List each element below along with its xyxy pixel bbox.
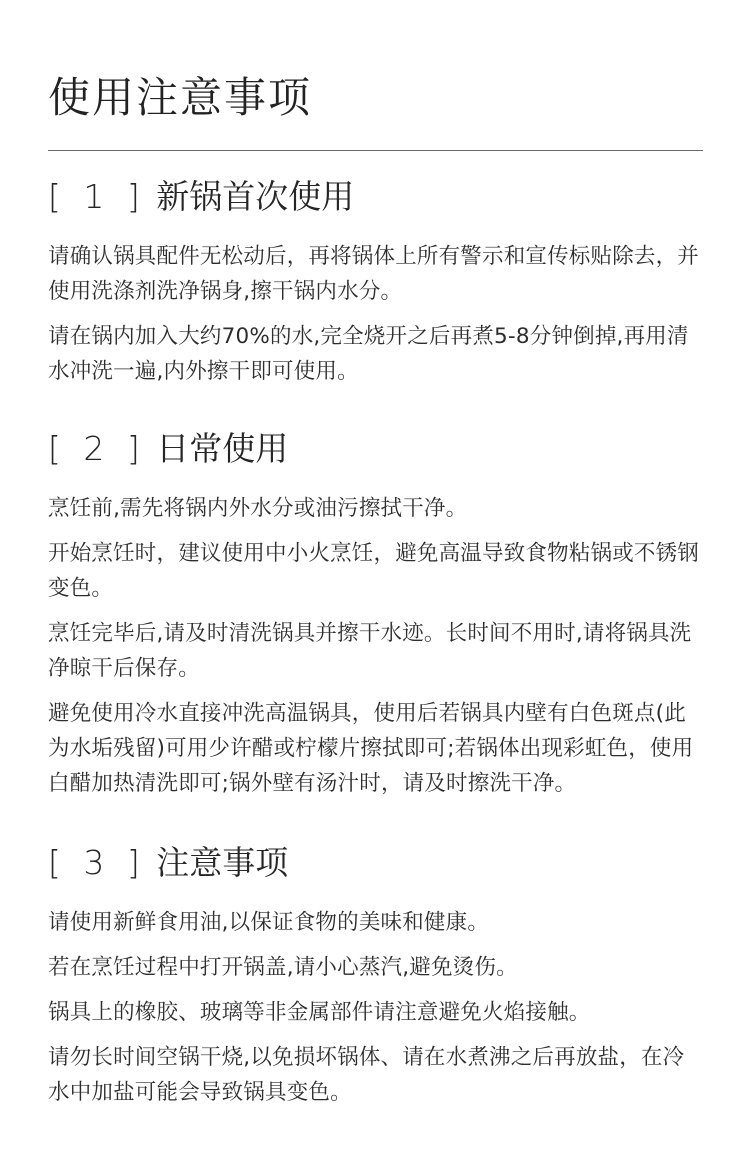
section-title: 新锅首次使用 — [156, 177, 355, 216]
section-number: [ 3 ] — [48, 843, 146, 882]
paragraph: 烹饪前,需先将锅内外水分或油污擦拭干净。 — [48, 496, 468, 521]
section-heading — [48, 839, 703, 887]
title-divider — [48, 150, 703, 151]
section-heading — [48, 173, 703, 221]
section-first-use — [48, 173, 703, 389]
section-title: 注意事项 — [156, 843, 289, 882]
usage-notes-document — [48, 0, 703, 1120]
paragraph: 请勿长时间空锅干烧,以免损坏锅体、请在水煮沸之后再放盐，在冷水中加盐可能会导致锅具变色。 — [48, 1045, 685, 1105]
paragraph: 请在锅内加入大约70%的水,完全烧开之后再煮5-8分钟倒掉,再用清水冲洗一遍,内外擦干即可使用。 — [48, 324, 689, 384]
section-number: [ 1 ] — [48, 177, 146, 216]
paragraph: 锅具上的橡胶、玻璃等非金属部件请注意避免火焰接触。 — [48, 1000, 591, 1025]
paragraph: 开始烹饪时，建议使用中小火烹饪，避免高温导致食物粘锅或不锈钢变色。 — [48, 541, 700, 601]
section-daily-use — [48, 425, 703, 801]
paragraph: 避免使用冷水直接冲洗高温锅具，使用后若锅具内壁有白色斑点(此为水垢残留)可用少许醋或柠檬片擦拭即可;若锅体出现彩虹色，使用白醋加热清洗即可;锅外壁有汤汁时，请及时擦洗干净。 — [48, 701, 694, 796]
section-precautions — [48, 839, 703, 1110]
paragraph: 请使用新鲜食用油,以保证食物的美味和健康。 — [48, 910, 490, 935]
paragraph: 烹饪完毕后,请及时清洗锅具并擦干水迹。长时间不用时,请将锅具洗净晾干后保存。 — [48, 621, 692, 681]
paragraph: 若在烹饪过程中打开锅盖,请小心蒸汽,避免烫伤。 — [48, 955, 518, 980]
section-number: [ 2 ] — [48, 429, 146, 468]
section-heading — [48, 425, 703, 473]
page-title: 使用注意事项 — [48, 73, 313, 122]
section-title: 日常使用 — [156, 429, 289, 468]
paragraph: 请确认锅具配件无松动后，再将锅体上所有警示和宣传标贴除去，并使用洗涤剂洗净锅身,擦干锅内水分。 — [48, 244, 700, 304]
